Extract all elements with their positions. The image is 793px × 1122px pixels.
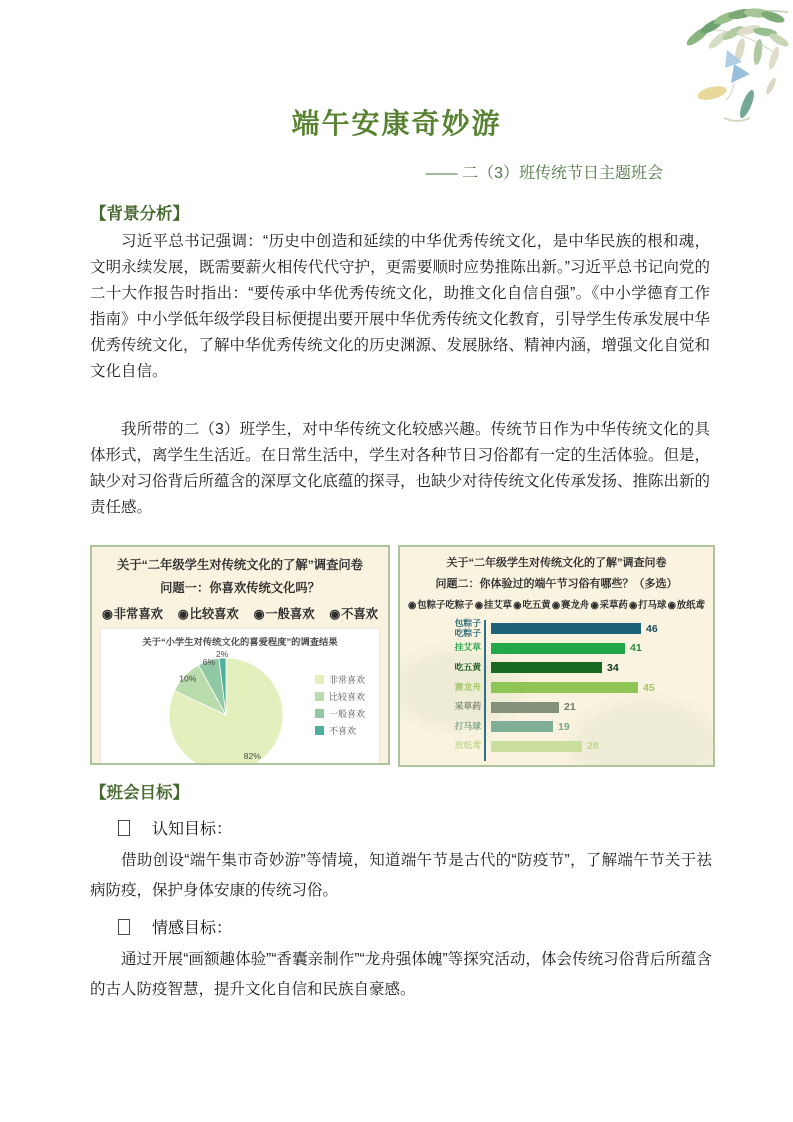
survey-charts-row (90, 545, 715, 767)
survey-option-label: 非常喜欢 (113, 607, 163, 621)
legend-swatch (315, 675, 324, 684)
bar-value: 46 (646, 622, 658, 635)
survey-option-label: 一般喜欢 (265, 607, 315, 621)
legend-item (315, 722, 365, 739)
goal-title: 情感目标： (152, 920, 233, 937)
radio-marker-icon: ◉ (329, 607, 341, 621)
survey-option (668, 597, 705, 611)
survey-option (408, 597, 473, 611)
legend-item (315, 688, 365, 705)
goal-body: 通过开展“画额趣体验”“香囊亲制作”“龙舟强体魄”等探究活动，体会传统习俗背后所蕴含的古人防疫智慧，提升文化自信和民族自豪感。 (90, 951, 712, 998)
survey-panel-question2 (398, 545, 715, 767)
radio-marker-icon: ◉ (667, 599, 676, 610)
bar-chart-axis (484, 620, 486, 761)
background-paragraph-1: 习近平总书记强调：“历史中创造和延续的中华优秀传统文化，是中华民族的根和魂，文明永续发展，既需要薪火相传代代守护，更需要顺时应势推陈出新。”习近平总书记向党的二十大作报告时指出：“要传承中华优秀传统文化，助推文化自信自强”。《中小学德育工作指南》中小学低年级学段目标便提出要开展中华优秀传统文化教育，引导学生传承发展中华优秀传统文化，了解中华优秀传统文化的历史渊源、发展脉络、精神内涵，增强文化自觉和文化自信。 (90, 233, 711, 380)
bar-fill (491, 682, 638, 693)
goal-title: 认知目标： (152, 821, 233, 838)
page-title: 端午安康奇妙游 (291, 108, 502, 139)
goals-block (90, 806, 712, 1006)
bar-value: 45 (643, 681, 655, 694)
bar-row (408, 639, 705, 659)
survey-option (475, 597, 512, 611)
pie-slice-label: 10% (179, 673, 197, 684)
survey-option (254, 604, 315, 622)
bar-chart-box (408, 615, 705, 767)
bar-row (408, 678, 705, 698)
bar-fill (491, 741, 582, 752)
legend-swatch (315, 726, 324, 735)
legend-label: 不喜欢 (329, 726, 357, 736)
survey-option (329, 604, 378, 622)
bar-row (408, 658, 705, 678)
survey-option (102, 604, 163, 622)
bullet-tofu-icon (118, 919, 130, 935)
survey-option-label: 采草药 (599, 599, 628, 610)
survey-q1-header: 关于“二年级学生对传统文化的了解”调查问卷 (117, 558, 363, 572)
bar-fill (491, 721, 553, 732)
survey-option-label: 赛龙舟 (561, 599, 590, 610)
goal-body: 借助创设“端午集市奇妙游”等情境，知道端午节是古代的“防疫节”，了解端午节关于祛病防疫，保护身体安康的传统习俗。 (90, 852, 712, 899)
bar-row (408, 619, 705, 639)
pie-slice-label: 2% (216, 649, 229, 660)
survey-option-label: 包粽子吃粽子 (417, 599, 474, 610)
goal-item-cognitive (90, 816, 712, 839)
bar-fill (491, 662, 602, 673)
survey-option-label: 放纸鸢 (676, 599, 705, 610)
legend-swatch (315, 692, 324, 701)
survey-option-label: 打马球 (638, 599, 667, 610)
bar-fill (491, 702, 559, 713)
radio-marker-icon: ◉ (590, 599, 599, 610)
pie-chart-box (100, 628, 380, 765)
bar-value: 34 (607, 661, 619, 674)
survey-q2-options (408, 597, 705, 611)
legend-item (315, 671, 365, 688)
bar-label: 采草药 (454, 701, 481, 712)
radio-marker-icon: ◉ (177, 607, 189, 621)
bar-chart-rows (408, 619, 705, 756)
bar-label: 包粽子 吃粽子 (454, 617, 481, 638)
legend-swatch (315, 709, 324, 718)
bar-label: 吃五黄 (454, 662, 481, 673)
background-paragraph-2: 我所带的二（3）班学生，对中华传统文化较感兴趣。传统节日作为中华传统文化的具体形式，离学生生活近。在日常生活中，学生对各种节日习俗都有一定的生活体验。但是，缺少对习俗背后所蕴含的深厚文化底蕴的探寻，也缺少对待传统文化传承发扬、推陈出新的责任感。 (90, 421, 711, 516)
pie-slice-label: 82% (243, 750, 261, 761)
bar-row (408, 717, 705, 737)
survey-q1-question: 问题一：你喜欢传统文化吗？ (160, 581, 320, 595)
page-subtitle: —— 二（3）班传统节日主题班会 (425, 165, 663, 182)
section-heading-background: 【背景分析】 (90, 205, 189, 223)
bar-value: 21 (564, 701, 576, 714)
bar-fill (491, 643, 625, 654)
survey-panel-question1 (90, 545, 390, 765)
bar-fill (491, 623, 641, 634)
survey-option (552, 597, 589, 611)
radio-marker-icon: ◉ (408, 599, 417, 610)
pie-legend (315, 671, 365, 739)
survey-option-label: 不喜欢 (341, 607, 378, 621)
bar-value: 28 (587, 740, 599, 753)
radio-marker-icon: ◉ (513, 599, 522, 610)
bar-row (408, 737, 705, 757)
survey-q2-question: 问题二：你体验过的端午节习俗有哪些？（多选） (435, 578, 678, 590)
bullet-tofu-icon (118, 820, 130, 836)
bar-value: 41 (630, 642, 642, 655)
bar-label: 打马球 (454, 720, 481, 731)
radio-marker-icon: ◉ (474, 599, 483, 610)
survey-option-label: 吃五黄 (522, 599, 551, 610)
bar-row (408, 697, 705, 717)
goal-item-emotional (90, 915, 712, 938)
legend-label: 非常喜欢 (329, 675, 366, 685)
pie-slice-label: 6% (202, 656, 216, 667)
survey-option (590, 597, 627, 611)
bar-label: 挂艾草 (454, 642, 481, 653)
pie-chart-title: 关于“小学生对传统文化的喜爱程度”的调查结果 (142, 637, 338, 647)
survey-option-label: 比较喜欢 (189, 607, 239, 621)
survey-option (629, 597, 666, 611)
radio-marker-icon: ◉ (551, 599, 561, 610)
legend-label: 一般喜欢 (329, 709, 366, 719)
legend-item (315, 705, 365, 722)
bar-label: 赛龙舟 (454, 681, 481, 692)
bar-value: 19 (558, 720, 570, 733)
survey-option-label: 挂艾草 (483, 599, 513, 610)
survey-option (178, 604, 239, 622)
bar-label: 放纸鸢 (454, 740, 481, 751)
survey-q2-header: 关于“二年级学生对传统文化的了解”调查问卷 (446, 557, 667, 569)
survey-q1-options (100, 604, 380, 622)
legend-label: 比较喜欢 (329, 692, 366, 702)
survey-option (513, 597, 550, 611)
radio-marker-icon: ◉ (102, 607, 113, 621)
radio-marker-icon: ◉ (253, 607, 265, 621)
radio-marker-icon: ◉ (629, 599, 638, 610)
section-heading-goals: 【班会目标】 (90, 784, 189, 802)
